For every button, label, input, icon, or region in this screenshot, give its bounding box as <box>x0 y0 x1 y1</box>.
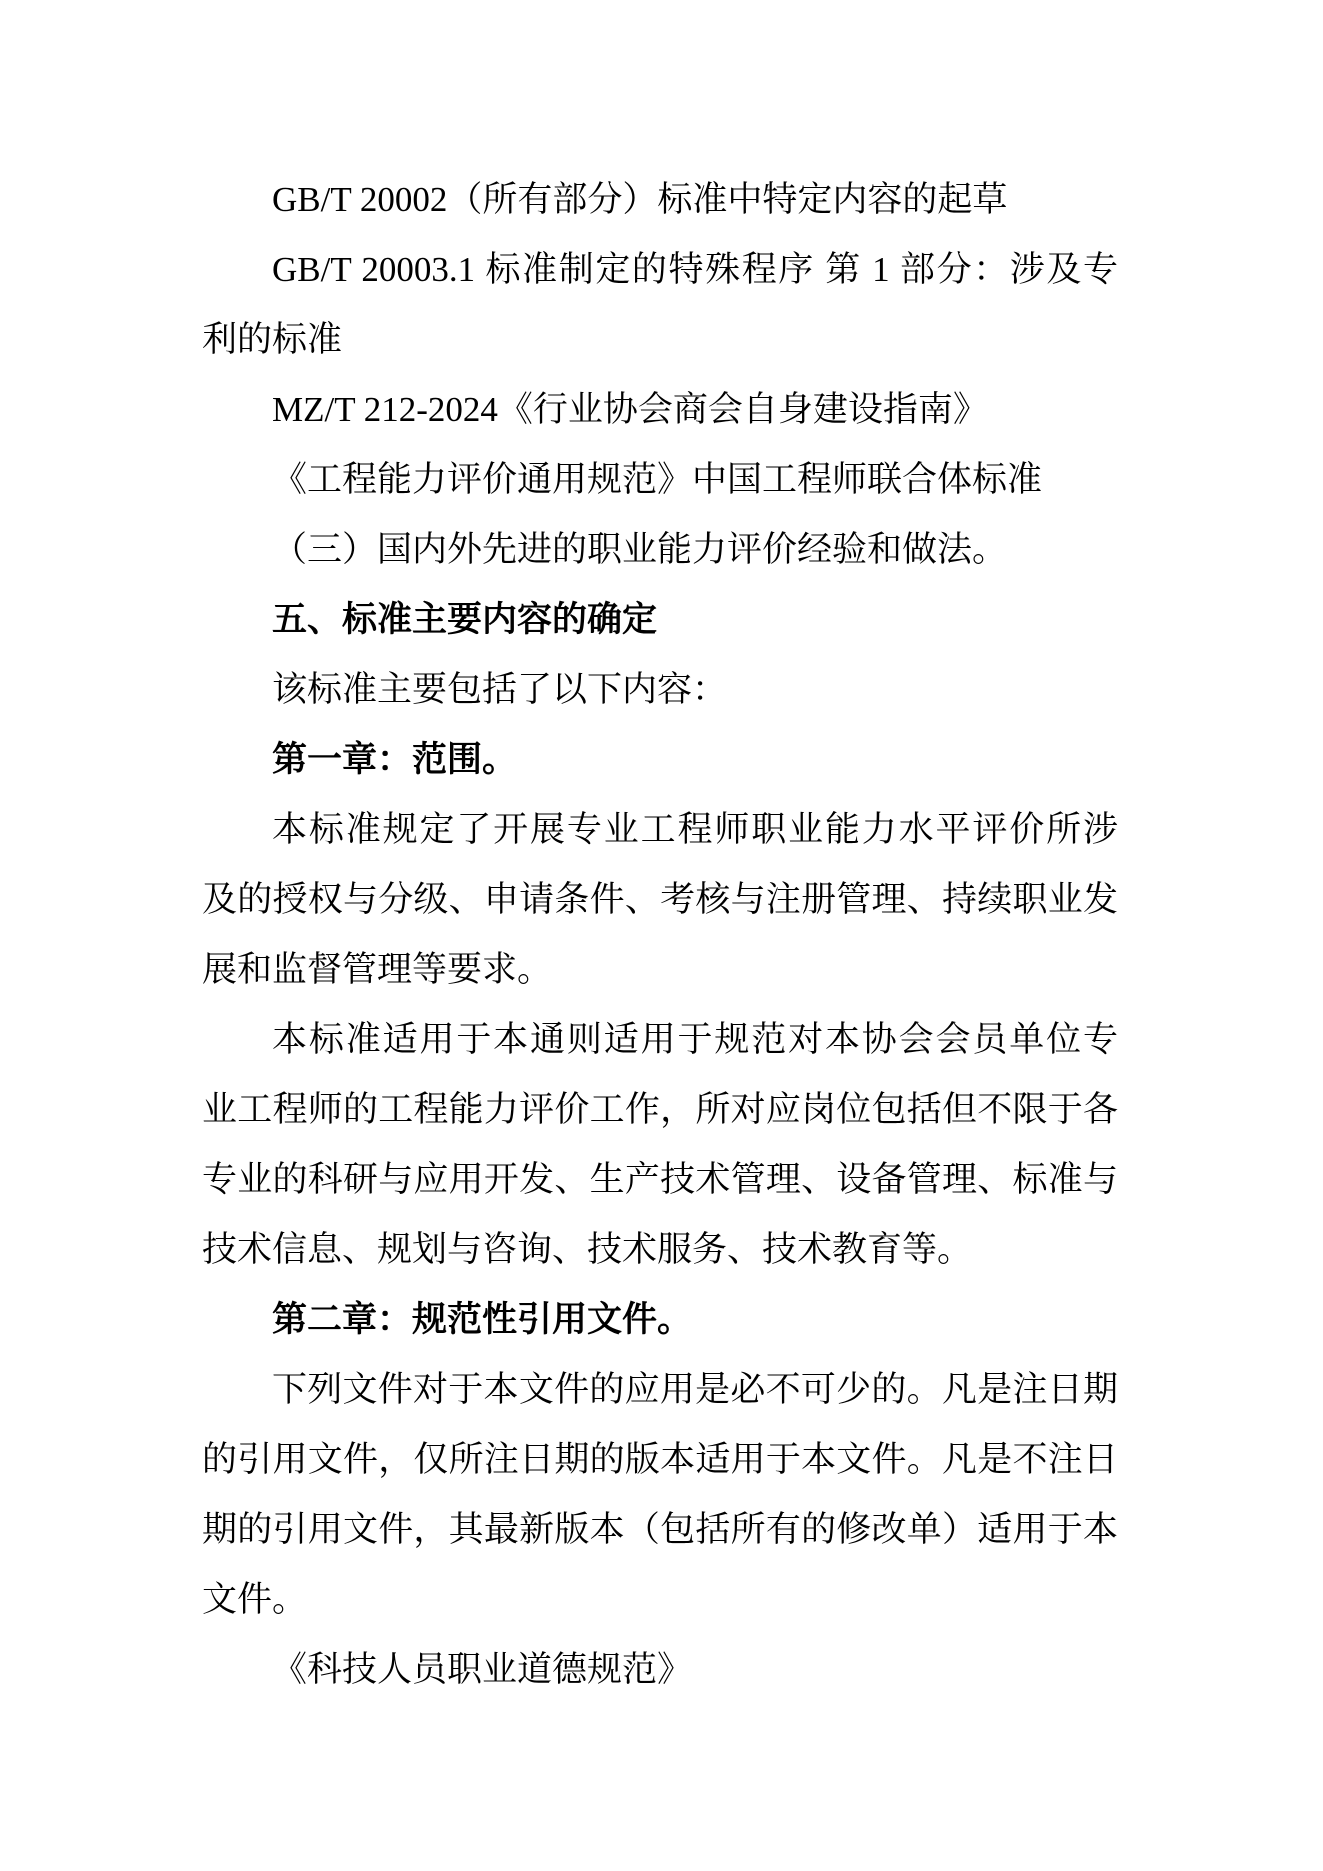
body-text-line: GB/T 20003.1 标准制定的特殊程序 第 1 部分：涉及专 <box>272 250 1118 289</box>
body-text-line: 技术信息、规划与咨询、技术服务、技术教育等。 <box>202 1230 973 1269</box>
heading-line: 五、标准主要内容的确定 <box>272 600 658 639</box>
body-text-line: 期的引用文件，其最新版本（包括所有的修改单）适用于本 <box>202 1510 1118 1549</box>
heading-line: 第二章：规范性引用文件。 <box>272 1300 693 1339</box>
body-text-line: 业工程师的工程能力评价工作，所对应岗位包括但不限于各 <box>202 1090 1118 1129</box>
body-text-line: 本标准适用于本通则适用于规范对本协会会员单位专 <box>272 1020 1118 1059</box>
body-text-line: 专业的科研与应用开发、生产技术管理、设备管理、标准与 <box>202 1160 1118 1199</box>
body-text-line: MZ/T 212-2024《行业协会商会自身建设指南》 <box>272 390 988 429</box>
heading-line: 第一章：范围。 <box>272 740 518 779</box>
body-text-line: （三）国内外先进的职业能力评价经验和做法。 <box>272 530 1008 569</box>
body-text-line: 该标准主要包括了以下内容： <box>272 670 728 709</box>
document-content <box>202 165 1118 1705</box>
body-text-line: 及的授权与分级、申请条件、考核与注册管理、持续职业发 <box>202 880 1118 919</box>
body-text-line: 的引用文件，仅所注日期的版本适用于本文件。凡是不注日 <box>202 1440 1118 1479</box>
body-text-line: 展和监督管理等要求。 <box>202 950 553 989</box>
body-text-line: 《工程能力评价通用规范》中国工程师联合体标准 <box>272 460 1043 499</box>
body-text-line: 《科技人员职业道德规范》 <box>272 1650 693 1689</box>
body-text-line: 利的标准 <box>202 320 343 359</box>
body-text-line: 本标准规定了开展专业工程师职业能力水平评价所涉 <box>272 810 1118 849</box>
body-text-line: 文件。 <box>202 1580 308 1619</box>
body-text-line: GB/T 20002（所有部分）标准中特定内容的起草 <box>272 180 1008 219</box>
body-text-line: 下列文件对于本文件的应用是必不可少的。凡是注日期 <box>272 1370 1118 1409</box>
